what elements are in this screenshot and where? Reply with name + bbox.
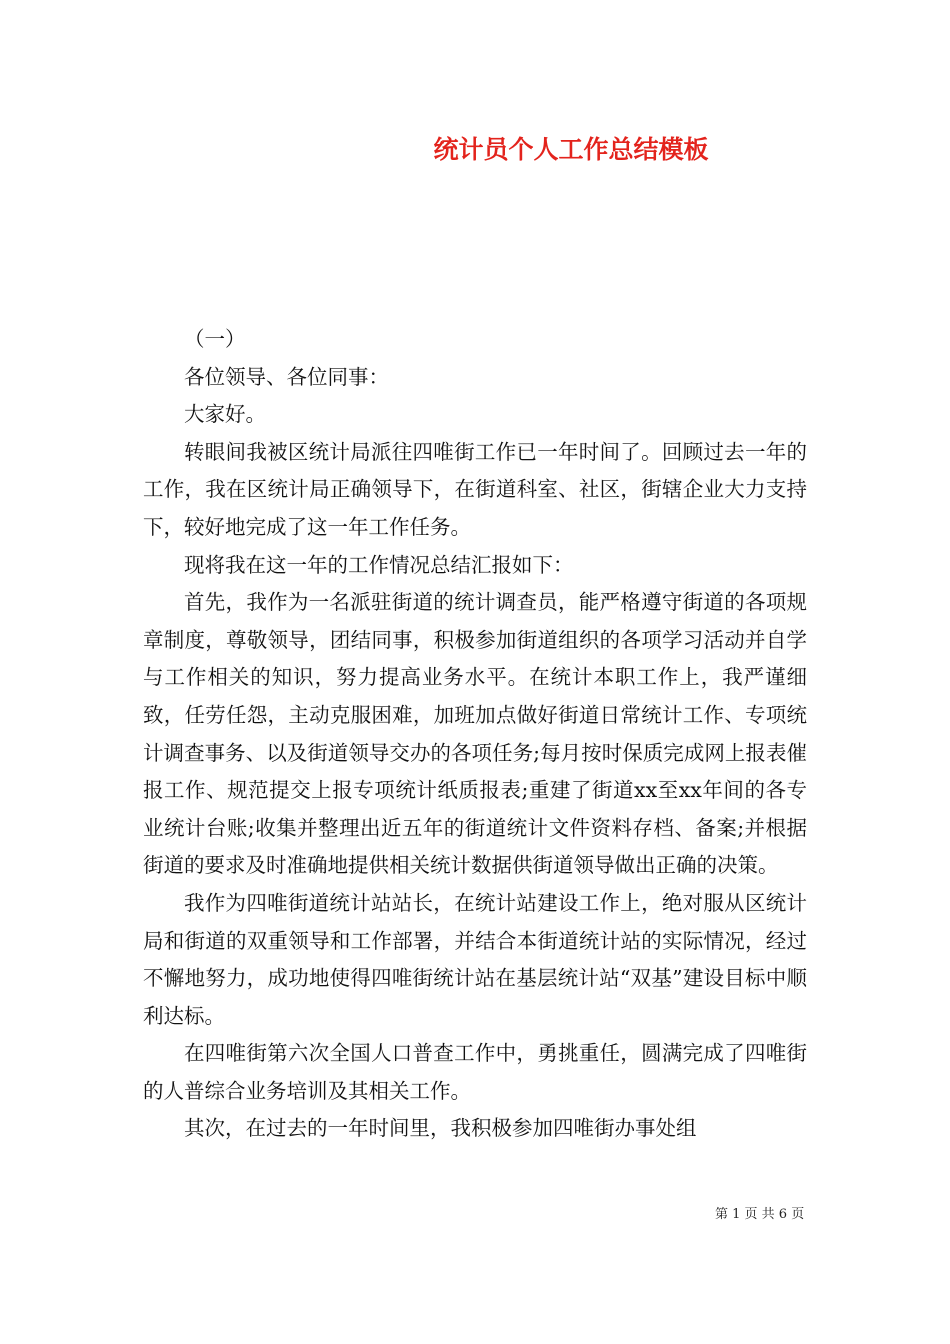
page-number-footer: 第 1 页 共 6 页 <box>715 1207 805 1222</box>
document-body <box>143 321 807 1148</box>
paragraph: （一） <box>184 327 246 351</box>
paragraph: 现将我在这一年的工作情况总结汇报如下： <box>184 552 574 577</box>
paragraph: 在四唯街第六次全国人口普查工作中，勇挑重任，圆满完成了四唯街的人普综合业务培训及其相关工作。 <box>143 1041 807 1103</box>
paragraph: 各位领导、各位同事： <box>184 364 389 389</box>
paragraph: 转眼间我被区统计局派往四唯街工作已一年时间了。回顾过去一年的工作，我在区统计局正确领导下，在街道科室、社区，街辖企业大力支持下，较好地完成了这一年工作任务。 <box>143 439 807 539</box>
paragraph: 首先，我作为一名派驻街道的统计调查员，能严格遵守街道的各项规章制度，尊敬领导，团结同事，积极参加街道组织的各项学习活动并自学与工作相关的知识，努力提高业务水平。在统计本职工作上，我严谨细致，任劳任怨，主动克服困难，加班加点做好街道日常统计工作、专项统计调查事务、以及街道领导交办的各项任务;每月按时保质完成网上报表催报工作、规范提交上报专项统计纸质报表;重建了街道xx至xx年间的各专业统计台账;收集并整理出近五年的街道统计文件资料存档、备案;并根据街道的要求及时准确地提供相关统计数据供街道领导做出正确的决策。 <box>143 590 807 878</box>
paragraph: 大家好。 <box>184 402 266 427</box>
paragraph: 我作为四唯街道统计站站长，在统计站建设工作上，绝对服从区统计局和街道的双重领导和工作部署，并结合本街道统计站的实际情况，经过不懈地努力，成功地使得四唯街统计站在基层统计站“双基”建设目标中顺利达标。 <box>143 890 807 1028</box>
document-title: 统计员个人工作总结模板 <box>433 135 709 164</box>
paragraph: 其次，在过去的一年时间里，我积极参加四唯街办事处组 <box>184 1116 697 1141</box>
